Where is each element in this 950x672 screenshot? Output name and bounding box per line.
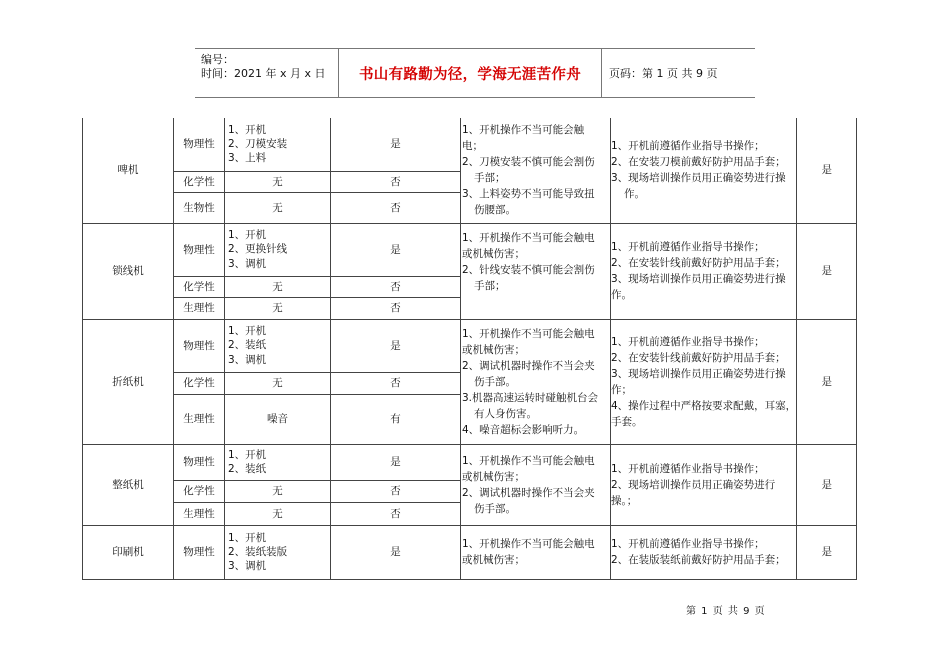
control-measures: 1、开机前遵循作业指导书操作； 2、在安装针线前戴好防护用品手套； 3、现场培训操作员用正确姿势进行操 作； 4、操作过程中严格按要求配戴，耳塞， 手套。: [611, 319, 797, 444]
physical-steps: 1、开机 2、刀模安装 3、上料: [225, 118, 331, 171]
chemical-flag: 否: [331, 480, 461, 502]
machine-name: 啤机: [83, 118, 174, 223]
category-physical: 物理性: [174, 525, 225, 579]
bio-value: 噪音: [225, 394, 331, 444]
control-measures: 1、开机前遵循作业指导书操作； 2、在安装刀模前戴好防护用品手套； 3、现场培训操作员用正确姿势进行操 作。: [611, 118, 797, 223]
result-flag: 是: [797, 118, 857, 223]
header-meta: [195, 49, 339, 97]
physical-flag: 是: [331, 223, 461, 276]
physical-flag: 是: [331, 525, 461, 579]
machine-name: 锁线机: [83, 223, 174, 319]
machine-name: 整纸机: [83, 444, 174, 525]
bio-value: 无: [225, 192, 331, 223]
physical-steps: 1、开机 2、更换针线 3、调机: [225, 223, 331, 276]
chemical-flag: 否: [331, 276, 461, 297]
chemical-value: 无: [225, 276, 331, 297]
hazard-table: [82, 118, 857, 580]
table-row: [83, 525, 857, 579]
category-chemical: 化学性: [174, 171, 225, 192]
chemical-value: 无: [225, 171, 331, 192]
result-flag: 是: [797, 319, 857, 444]
result-flag: 是: [797, 223, 857, 319]
bio-flag: 否: [331, 297, 461, 319]
risk-description: 1、开机操作不当可能会触电 或机械伤害； 2、调试机器时操作不当会夹 伤手部。: [461, 444, 611, 525]
bio-flag: 否: [331, 502, 461, 525]
category-chemical: 化学性: [174, 276, 225, 297]
result-flag: 是: [797, 525, 857, 579]
header-motto: 书山有路勤为径，学海无涯苦作舟: [339, 49, 602, 97]
physical-steps: 1、开机 2、装纸 3、调机: [225, 319, 331, 372]
physical-flag: 是: [331, 319, 461, 372]
control-measures: 1、开机前遵循作业指导书操作； 2、现场培训操作员用正确姿势进行 操。；: [611, 444, 797, 525]
control-measures: 1、开机前遵循作业指导书操作； 2、在装版装纸前戴好防护用品手套；: [611, 525, 797, 579]
time-label: 时间：2021 年 x 月 x 日: [201, 67, 326, 80]
physical-flag: 是: [331, 444, 461, 480]
risk-description: 1、开机操作不当可能会触电 或机械伤害；: [461, 525, 611, 579]
document-header: [195, 48, 755, 98]
page-footer: 第 1 页 共 9 页: [686, 606, 766, 617]
chemical-flag: 否: [331, 171, 461, 192]
risk-description: 1、开机操作不当可能会触电 或机械伤害； 2、针线安装不慎可能会割伤 手部；: [461, 223, 611, 319]
physical-flag: 是: [331, 118, 461, 171]
category-physical: 物理性: [174, 118, 225, 171]
category-physical: 物理性: [174, 223, 225, 276]
bio-flag: 有: [331, 394, 461, 444]
table-row: [83, 223, 857, 276]
physical-steps: 1、开机 2、装纸装版 3、调机: [225, 525, 331, 579]
header-page-number: 页码：第 1 页 共 9 页: [609, 67, 718, 80]
serial-label: 编号：: [201, 53, 234, 66]
chemical-value: 无: [225, 372, 331, 394]
physical-steps: 1、开机 2、装纸: [225, 444, 331, 480]
bio-flag: 否: [331, 192, 461, 223]
risk-description: 1、开机操作不当可能会触电 或机械伤害； 2、调试机器时操作不当会夹 伤手部。 3.机器高速运转时碰触机台会 有人身伤害。 4、噪音超标会影响听力。: [461, 319, 611, 444]
table-row: [83, 319, 857, 372]
category-bio: 生物性: [174, 192, 225, 223]
category-bio: 生理性: [174, 502, 225, 525]
chemical-value: 无: [225, 480, 331, 502]
risk-description: 1、开机操作不当可能会触 电； 2、刀模安装不慎可能会割伤 手部； 3、上料姿势不当可能导致扭 伤腰部。: [461, 118, 611, 223]
bio-value: 无: [225, 297, 331, 319]
machine-name: 折纸机: [83, 319, 174, 444]
category-physical: 物理性: [174, 319, 225, 372]
category-chemical: 化学性: [174, 480, 225, 502]
machine-name: 印刷机: [83, 525, 174, 579]
table-row: [83, 118, 857, 171]
result-flag: 是: [797, 444, 857, 525]
table-row: [83, 444, 857, 480]
category-physical: 物理性: [174, 444, 225, 480]
bio-value: 无: [225, 502, 331, 525]
control-measures: 1、开机前遵循作业指导书操作； 2、在安装针线前戴好防护用品手套； 3、现场培训操作员用正确姿势进行操 作。: [611, 223, 797, 319]
chemical-flag: 否: [331, 372, 461, 394]
category-chemical: 化学性: [174, 372, 225, 394]
category-bio: 生理性: [174, 394, 225, 444]
category-bio: 生理性: [174, 297, 225, 319]
